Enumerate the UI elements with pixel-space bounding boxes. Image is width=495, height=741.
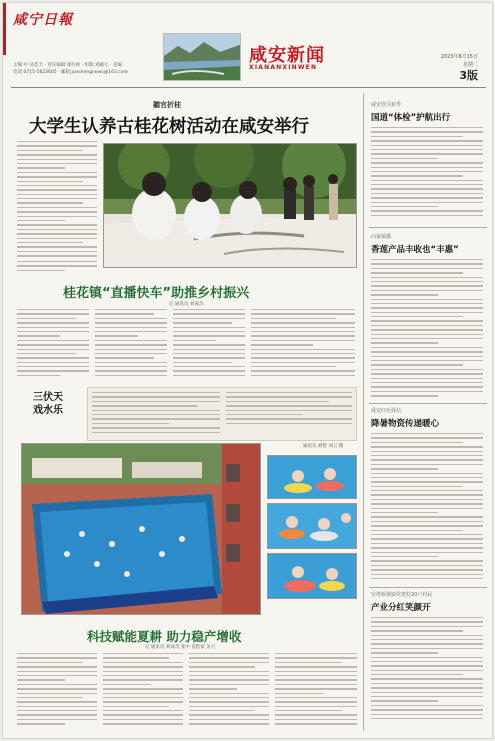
kids-in-pool-photo-3 (267, 553, 357, 599)
section-title: 咸安新闻 (249, 45, 325, 66)
right-section-label: 宫塔桥镇镇党建村20户村民 (371, 592, 433, 598)
page-number: 3版 (459, 69, 478, 82)
story2-body-col3 (173, 309, 245, 383)
right-section-body (371, 127, 483, 223)
story3-body-col2 (103, 653, 183, 733)
masthead-rule (11, 87, 486, 88)
right-section-divider (369, 227, 487, 228)
masthead-info-line: 主编:中 丛佳丰 · 责任编辑:张红师 · 组版:刘颖元 · 美编 (13, 63, 122, 68)
right-section-label: 向家镇播 (371, 234, 392, 240)
right-section-label: 咸安创卫新季 (371, 102, 402, 108)
right-section-title: 香莲产品丰收也“丰惠” (371, 245, 459, 255)
right-section-title: 降暑物资传递暖心 (371, 419, 440, 429)
masthead-info-line: 电话:0715-5823605 · 邮箱:junshengnews@163.com (13, 69, 128, 75)
section-pinyin: XIANANXINWEN (249, 64, 318, 71)
column-divider (363, 93, 364, 731)
story3-headline: 科技赋能夏耕 助力稳产增收 (87, 629, 242, 644)
kids-in-pool-photo-2 (267, 503, 357, 549)
right-section-body (371, 433, 483, 583)
right-section-divider (369, 587, 487, 588)
red-accent-bar (3, 3, 6, 55)
right-section-body (371, 617, 483, 733)
right-section-title: 产业分红笑颜开 (371, 603, 431, 613)
feature-byline: 通讯员 胡智 刘云 摄 (303, 444, 344, 449)
story2-byline: 记 通讯员 刘成奇 (169, 302, 204, 307)
right-section-divider (369, 403, 487, 404)
main-headline: 大学生认养古桂花树活动在咸安举行 (29, 117, 309, 137)
story3-byline: 记 通讯员 刘成奇 张中 袁程家 见习 (145, 645, 216, 650)
story2-body-col2 (95, 309, 167, 383)
students-painting-photo (103, 143, 357, 268)
story2-body-col1 (17, 309, 89, 383)
story2-body-col4 (251, 309, 355, 383)
story-kicker: 聽官折桂 (153, 101, 181, 109)
weekday-text: 星期二 (462, 62, 478, 68)
date-text: 2023年8月15日 (440, 54, 478, 60)
feature-callout-line: 戏水乐 (33, 405, 63, 416)
right-section-label: 咸安红色驿站 (371, 408, 402, 414)
story3-body-col3 (189, 653, 269, 733)
feature-intro-text-right (226, 392, 352, 436)
swimming-pool-photo (21, 443, 261, 615)
story1-body-left (17, 141, 97, 259)
story1-body-tail (17, 261, 97, 279)
feature-intro-text-left (92, 392, 220, 436)
story3-body-col1 (17, 653, 97, 733)
feature-callout-line: 三伏天 (33, 392, 63, 403)
masthead (3, 3, 493, 85)
masthead-landscape-photo (163, 33, 241, 81)
story2-headline: 桂花镇“直播快车”助推乡村振兴 (63, 286, 250, 301)
feature-callout (33, 391, 63, 417)
right-section-body (371, 259, 483, 399)
paper-logo: 咸宁日報 (13, 12, 73, 28)
right-section-title: 国道“体检”护航出行 (371, 113, 451, 123)
feature-intro-box (87, 387, 357, 441)
kids-in-pool-photo-1 (267, 455, 357, 499)
story3-body-col4 (275, 653, 357, 733)
masthead-info (13, 63, 173, 76)
newspaper-page (2, 2, 493, 739)
